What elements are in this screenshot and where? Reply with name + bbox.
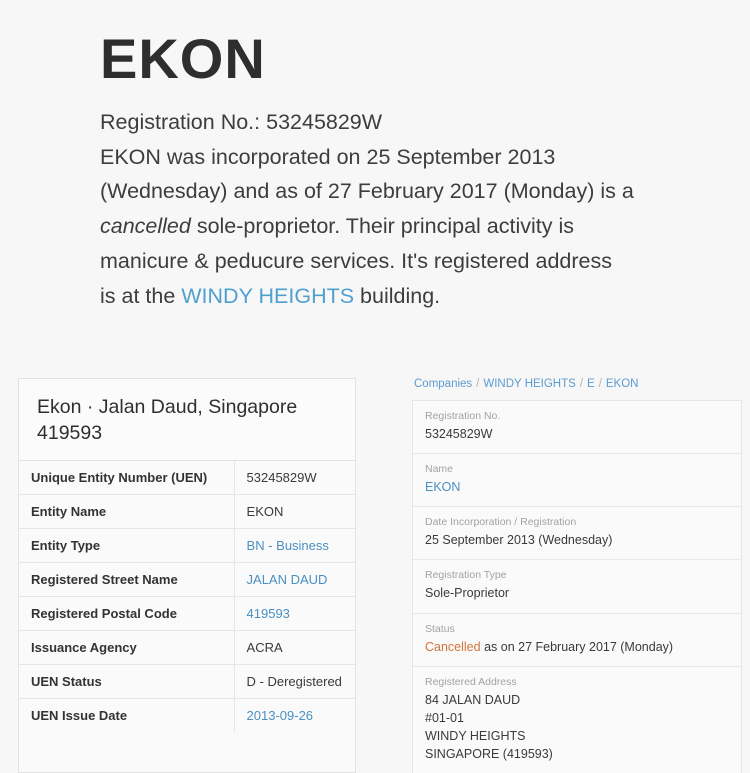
field-label: Registration Type bbox=[425, 569, 507, 582]
summary-line-4 bbox=[100, 209, 700, 244]
status-emphasis: cancelled bbox=[100, 214, 191, 239]
breadcrumb-separator: / bbox=[598, 378, 602, 390]
breadcrumb-separator: / bbox=[579, 378, 584, 390]
field-value: 53245829W bbox=[425, 427, 493, 441]
status-detail: as on 27 February 2017 (Monday) bbox=[480, 639, 674, 654]
address-line: SINGAPORE (419593) bbox=[425, 747, 553, 761]
breadcrumb-separator: / bbox=[476, 378, 480, 390]
entity-card-title: Ekon · Jalan Daud, Singapore 419593 bbox=[19, 379, 355, 461]
field-name bbox=[413, 454, 741, 507]
hero-section bbox=[0, 0, 750, 314]
row-key: Issuance Agency bbox=[19, 631, 234, 665]
field-label: Registration No. bbox=[425, 410, 501, 422]
summary-line-6-pre: is at the bbox=[100, 283, 182, 308]
summary-line-2: EKON was incorporated on 25 September 2013 bbox=[100, 144, 556, 169]
field-label: Status bbox=[425, 622, 455, 635]
field-registration-type bbox=[413, 560, 741, 613]
field-value: Sole-Proprietor bbox=[425, 586, 510, 601]
row-key: UEN Status bbox=[19, 665, 234, 699]
table-row bbox=[19, 495, 355, 529]
field-label: Registered Address bbox=[425, 675, 517, 688]
row-key: Unique Entity Number (UEN) bbox=[31, 470, 208, 486]
address-block bbox=[425, 691, 729, 764]
row-value[interactable]: 2013-09-26 bbox=[234, 699, 355, 733]
field-label: Date Incorporation / Registration bbox=[425, 516, 577, 529]
row-value: 53245829W bbox=[234, 461, 355, 495]
row-key: Entity Type bbox=[19, 529, 234, 563]
address-line: WINDY HEIGHTS bbox=[425, 728, 526, 743]
summary-line-registration bbox=[100, 105, 700, 140]
field-date-incorporation bbox=[413, 507, 741, 560]
row-value: EKON bbox=[234, 495, 355, 529]
table-row bbox=[19, 665, 355, 699]
row-key: Registered Street Name bbox=[19, 563, 234, 597]
row-key: Entity Name bbox=[19, 495, 234, 529]
field-label: Name bbox=[425, 463, 454, 476]
row-value[interactable]: BN - Business bbox=[234, 529, 355, 563]
summary-line-6-post: building. bbox=[354, 283, 441, 308]
table-row bbox=[19, 699, 355, 733]
summary-line-3: (Wednesday) and as of 27 February 2017 (Monday) is a bbox=[100, 179, 634, 204]
field-status bbox=[413, 614, 741, 667]
registration-value: 53245829W bbox=[266, 109, 383, 134]
registration-label: Registration No.: bbox=[100, 109, 267, 134]
table-row bbox=[19, 563, 355, 597]
row-value: ACRA bbox=[234, 631, 355, 665]
row-value[interactable]: 419593 bbox=[234, 597, 355, 631]
row-key: Registered Postal Code bbox=[19, 597, 234, 631]
breadcrumb-item-letter[interactable]: E bbox=[587, 378, 595, 390]
entity-card bbox=[18, 378, 356, 773]
breadcrumb-item-companies[interactable]: Companies bbox=[414, 378, 473, 390]
breadcrumb-item-current[interactable]: EKON bbox=[605, 378, 639, 390]
field-value[interactable]: EKON bbox=[425, 480, 461, 495]
summary-line-6 bbox=[100, 279, 700, 314]
table-row bbox=[19, 461, 355, 495]
table-row bbox=[19, 631, 355, 665]
field-registered-address bbox=[413, 667, 741, 773]
summary-line-5: manicure & peducure services. It's registered address bbox=[100, 249, 612, 274]
row-key: UEN Issue Date bbox=[19, 699, 234, 733]
summary-line-4-rest: sole-proprietor. Their principal activity is bbox=[190, 214, 575, 239]
detail-panel bbox=[412, 378, 742, 773]
breadcrumb-item-building[interactable]: WINDY HEIGHTS bbox=[483, 378, 576, 390]
field-value: 25 September 2013 (Wednesday) bbox=[425, 533, 613, 548]
row-value[interactable]: JALAN DAUD bbox=[234, 563, 355, 597]
detail-fields bbox=[412, 400, 742, 773]
address-line: #01-01 bbox=[425, 710, 464, 725]
page-title: EKON bbox=[100, 27, 266, 90]
building-link[interactable]: WINDY HEIGHTS bbox=[181, 283, 355, 308]
entity-details-table bbox=[19, 461, 355, 732]
field-value bbox=[425, 638, 729, 656]
address-line: 84 JALAN DAUD bbox=[425, 692, 521, 707]
table-row bbox=[19, 529, 355, 563]
company-summary bbox=[100, 105, 700, 314]
bottom-section bbox=[0, 378, 750, 773]
breadcrumb bbox=[412, 378, 742, 400]
status-badge: Cancelled bbox=[425, 639, 481, 654]
table-row bbox=[19, 597, 355, 631]
row-value: D - Deregistered bbox=[234, 665, 355, 699]
field-registration-no bbox=[413, 401, 741, 454]
